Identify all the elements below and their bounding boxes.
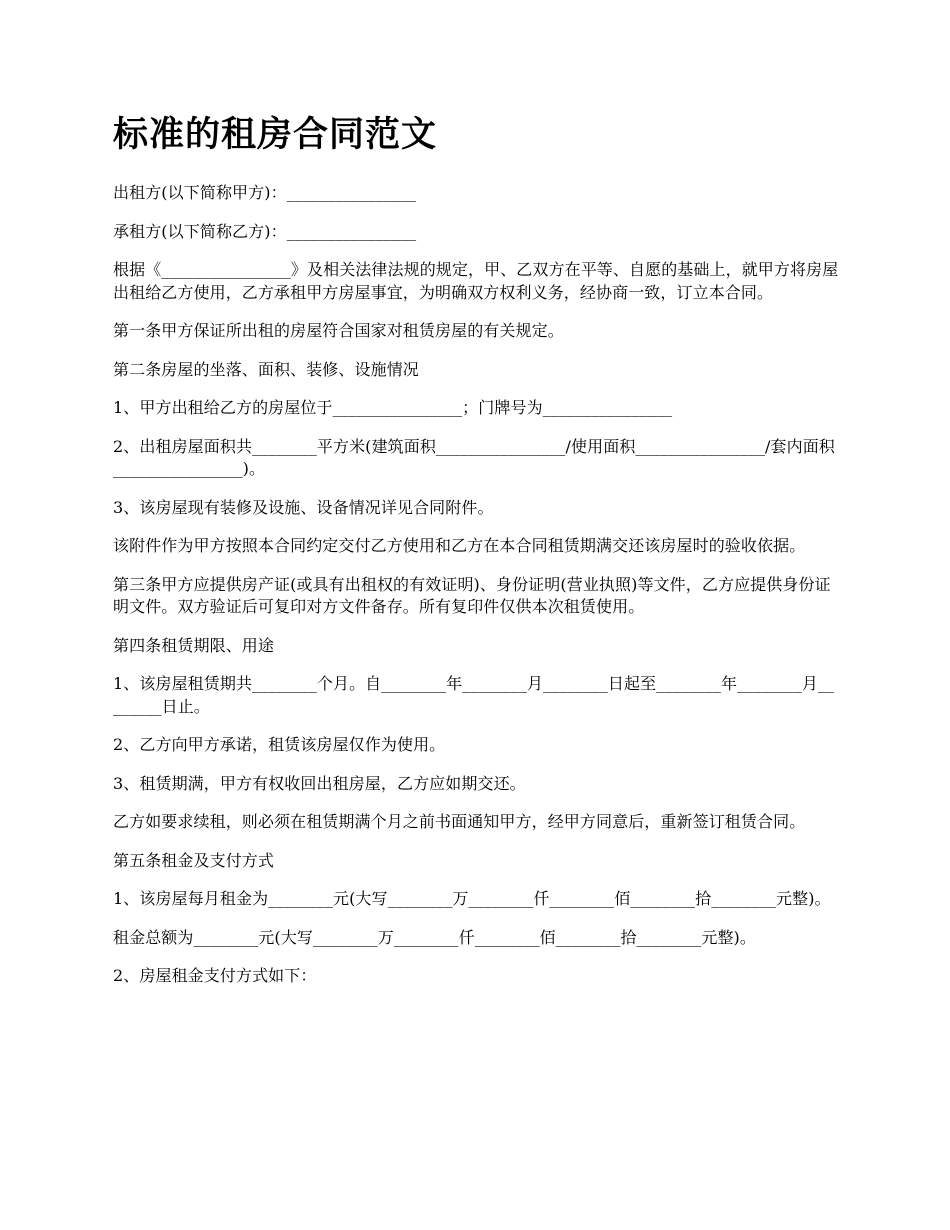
party-a-line: 出租方(以下简称甲方)：________________ <box>113 183 417 202</box>
article-5-item-1: 1、该房屋每月租金为________元(大写________万________仟________佰________拾________元整)。 <box>113 889 831 908</box>
article-2-item-1: 1、甲方出租给乙方的房屋位于________________；门牌号为________________ <box>113 398 673 417</box>
document-title: 标准的租房合同范文 <box>113 114 438 155</box>
article-2-heading: 第二条房屋的坐落、面积、装修、设施情况 <box>113 359 419 379</box>
renewal-paragraph: 乙方如要求续租，则必须在租赁期满个月之前书面通知甲方，经甲方同意后，重新签订租赁合同。 <box>113 812 806 831</box>
article-4-item-1: 1、该房屋租赁期共________个月。自________年________月________日起至________年________月________日止。 <box>113 674 835 716</box>
article-4-item-2: 2、乙方向甲方承诺，租赁该房屋仅作为使用。 <box>113 735 446 754</box>
party-b-line: 承租方(以下简称乙方)：________________ <box>113 221 417 241</box>
article-4-item-3: 3、租赁期满，甲方有权收回出租房屋，乙方应如期交还。 <box>113 773 526 793</box>
article-5-heading: 第五条租金及支付方式 <box>113 850 275 870</box>
total-rent-paragraph: 租金总额为________元(大写________万________仟________佰________拾________元整)。 <box>113 927 756 947</box>
article-2-item-3: 3、该房屋现有装修及设施、设备情况详见合同附件。 <box>113 497 494 517</box>
article-3: 第三条甲方应提供房产证(或具有出租权的有效证明)、身份证明(营业执照)等文件，乙方应提供身份证明文件。双方验证后可复印对方文件备存。所有复印件仅供本次租赁使用。 <box>113 574 831 616</box>
document-body <box>113 112 841 1004</box>
article-2-appendix-note: 该附件作为甲方按照本合同约定交付乙方使用和乙方在本合同租赁期满交还该房屋时的验收依据。 <box>113 536 806 555</box>
preamble-paragraph: 根据《________________》及相关法律法规的规定，甲、乙双方在平等、自愿的基础上，就甲方将房屋出租给乙方使用，乙方承租甲方房屋事宜，为明确双方权利义务，经协商一致，订立本合同。 <box>113 260 839 302</box>
article-2-item-2: 2、出租房屋面积共________平方米(建筑面积________________/使用面积________________/套内面积________________)。 <box>113 436 835 478</box>
article-1: 第一条甲方保证所出租的房屋符合国家对租赁房屋的有关规定。 <box>113 321 564 340</box>
article-5-item-2: 2、房屋租金支付方式如下： <box>113 966 317 985</box>
article-4-heading: 第四条租赁期限、用途 <box>113 635 275 655</box>
